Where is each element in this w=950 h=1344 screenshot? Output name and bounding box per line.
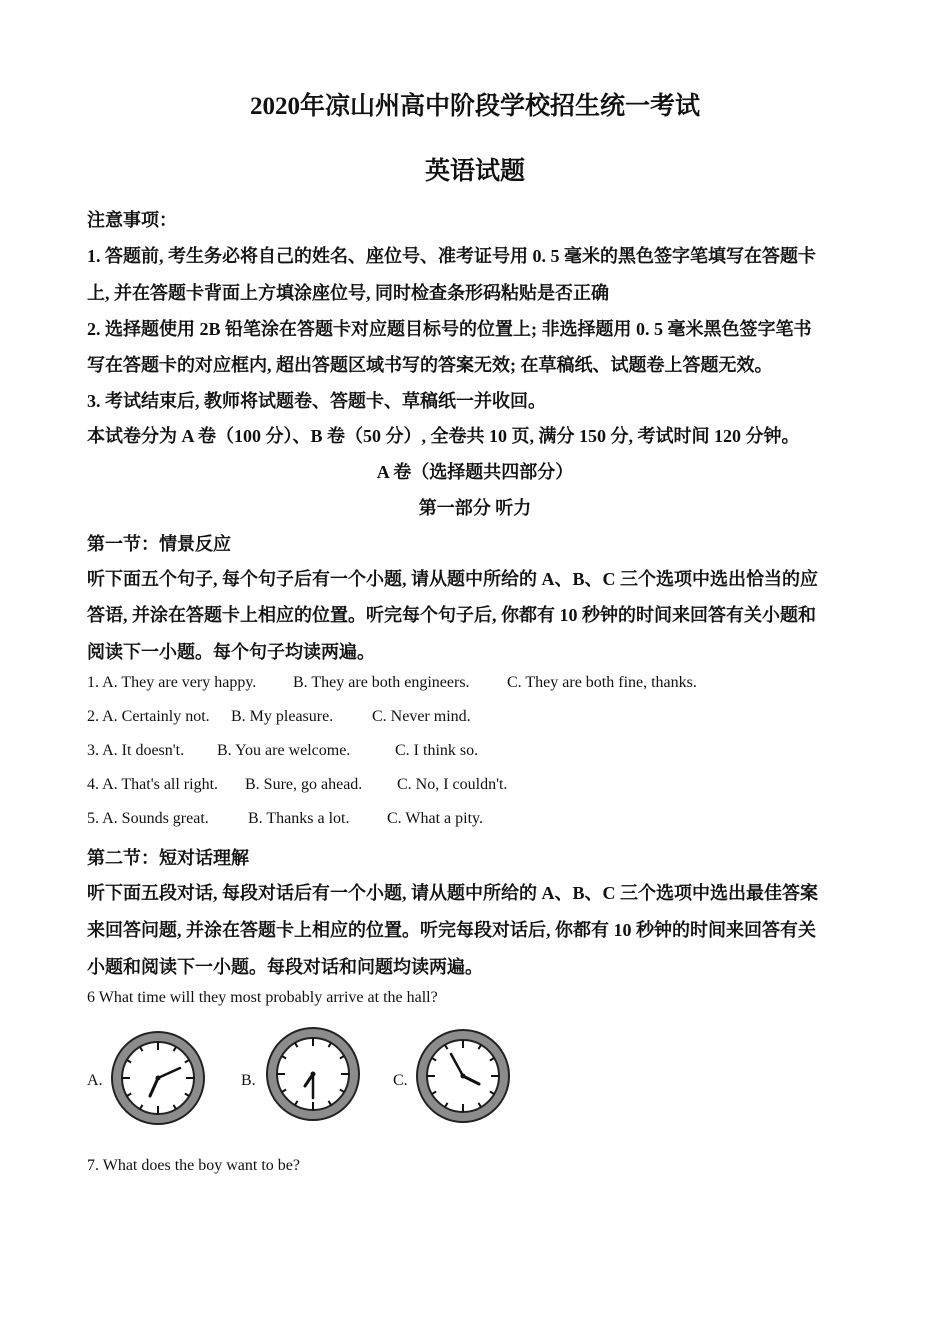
clock-a-icon — [108, 1030, 208, 1126]
option-a: 1. A. They are very happy. — [87, 674, 257, 691]
clock-option-b-label: B. — [241, 1072, 256, 1089]
section1-heading: 第一节：情景反应 — [87, 534, 231, 554]
notice-item-3: 3. 考试结束后, 教师将试题卷、答题卡、草稿纸一并收回。 — [87, 391, 546, 411]
option-c: C. No, I couldn't. — [397, 776, 508, 793]
exam-subject: 英语试题 — [424, 158, 525, 185]
notice-item-2a: 2. 选择题使用 2B 铅笔涂在答题卡对应题目标号的位置上; 非选择题用 0. 5 毫米黑色签字笔书 — [87, 319, 812, 339]
option-a: 2. A. Certainly not. — [87, 708, 210, 725]
part1-heading: 第一部分 听力 — [418, 498, 532, 518]
option-a: 4. A. That's all right. — [87, 776, 219, 793]
notice-item-2b: 写在答题卡的对应框内, 超出答题区域书写的答案无效; 在草稿纸、试题卷上答题无效。 — [87, 355, 773, 375]
question-6: 6 What time will they most probably arrive at the hall? — [87, 989, 438, 1006]
section2-instruction-1: 听下面五段对话, 每段对话后有一个小题, 请从题中所给的 A、B、C 三个选项中选出最佳答案 — [87, 883, 818, 903]
option-c: C. They are both fine, thanks. — [507, 674, 697, 691]
option-b: B. My pleasure. — [231, 708, 334, 725]
option-c: C. I think so. — [395, 742, 479, 759]
notice-heading: 注意事项： — [87, 210, 177, 230]
exam-title: 2020年凉山州高中阶段学校招生统一考试 — [249, 93, 700, 120]
option-a: 3. A. It doesn't. — [87, 742, 185, 759]
section1-instruction-2: 答语, 并涂在答题卡上相应的位置。听完每个句子后, 你都有 10 秒钟的时间来回答有关小题和 — [87, 605, 816, 625]
option-c: C. What a pity. — [387, 810, 483, 827]
section2-instruction-3: 小题和阅读下一小题。每段对话和问题均读两遍。 — [87, 957, 483, 977]
clock-c-icon — [413, 1028, 513, 1124]
option-b: B. You are welcome. — [217, 742, 351, 759]
section1-instruction-3: 阅读下一小题。每个句子均读两遍。 — [87, 642, 375, 662]
section2-instruction-2: 来回答问题, 并涂在答题卡上相应的位置。听完每段对话后, 你都有 10 秒钟的时间来回答有关 — [87, 920, 816, 940]
option-a: 5. A. Sounds great. — [87, 810, 209, 827]
option-b: B. Sure, go ahead. — [245, 776, 363, 793]
clock-b-icon — [263, 1026, 363, 1122]
section-a-heading: A 卷（选择题共四部分） — [376, 462, 574, 482]
clock-option-a-label: A. — [87, 1072, 103, 1089]
question-7: 7. What does the boy want to be? — [87, 1157, 300, 1174]
option-c: C. Never mind. — [372, 708, 471, 725]
section2-heading: 第二节：短对话理解 — [87, 848, 249, 868]
clock-option-c-label: C. — [393, 1072, 408, 1089]
notice-item-1b: 上, 并在答题卡背面上方填涂座位号, 同时检查条形码粘贴是否正确 — [87, 283, 609, 303]
notice-item-4: 本试卷分为 A 卷（100 分）、B 卷（50 分）, 全卷共 10 页, 满分 150 分, 考试时间 120 分钟。 — [87, 426, 800, 446]
option-b: B. Thanks a lot. — [248, 810, 350, 827]
option-b: B. They are both engineers. — [293, 674, 470, 691]
notice-item-1a: 1. 答题前, 考生务必将自己的姓名、座位号、准考证号用 0. 5 毫米的黑色签字笔填写在答题卡 — [87, 246, 816, 266]
section1-instruction-1: 听下面五个句子, 每个句子后有一个小题, 请从题中所给的 A、B、C 三个选项中选出恰当的应 — [87, 569, 818, 589]
